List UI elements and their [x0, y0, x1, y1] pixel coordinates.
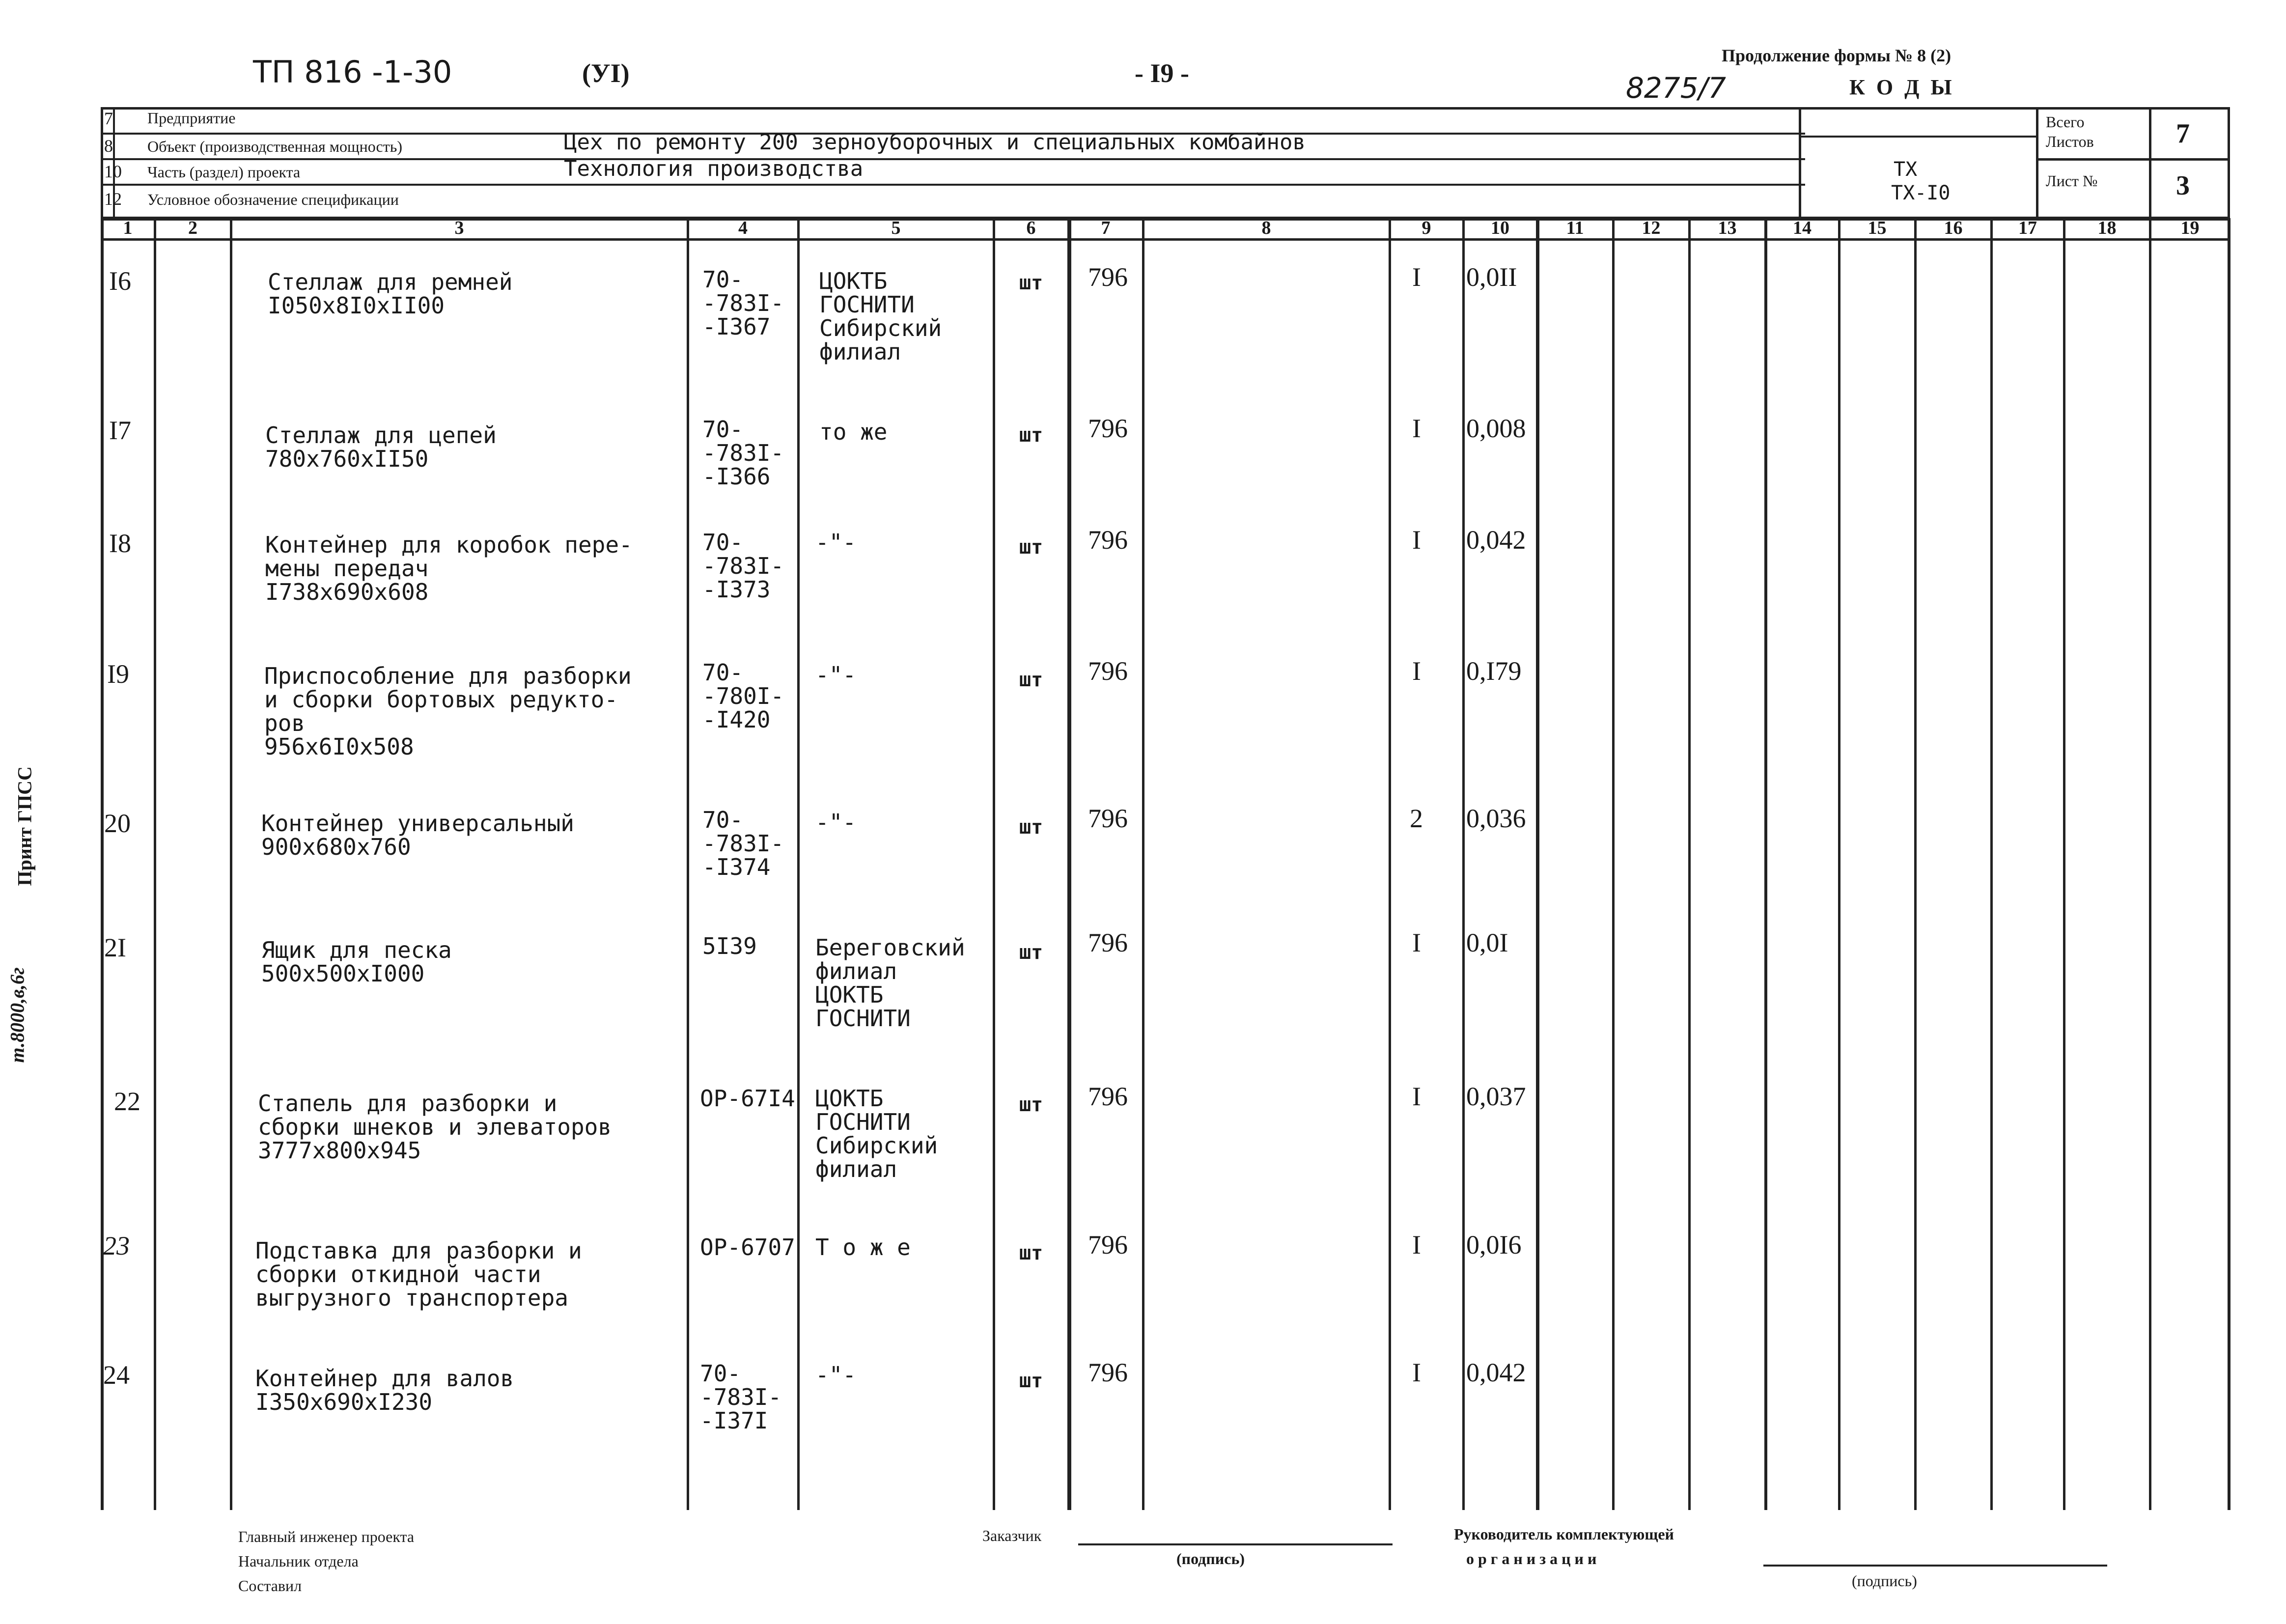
column-line-14 [1838, 218, 1840, 1510]
row-unit-code: 796 [1088, 1082, 1128, 1111]
row-supplier: -"- [815, 809, 857, 836]
volume-label: (УI) [582, 58, 630, 88]
row-unit: шт [1019, 424, 1043, 447]
row-mass: 0,0I [1466, 928, 1508, 957]
stamp-note: т.8000,в,6г [6, 967, 28, 1063]
row-supplier: -"- [815, 662, 857, 688]
row-name: Стеллаж для ремней I050x8I0xII00 [268, 269, 513, 319]
column-number-14: 14 [1793, 218, 1812, 238]
header-code-spec: ТХ-I0 [1891, 182, 1951, 204]
row-name: Стеллаж для цепей 780x760xII50 [265, 422, 497, 472]
row-name: Подставка для разборки и сборки откидной части выгрузного транспортера [255, 1237, 582, 1311]
footer-department-head: Начальник отдела [238, 1552, 359, 1570]
column-line-3 [687, 218, 689, 1510]
header-row-num-12: 12 [104, 189, 122, 209]
row-unit-code: 796 [1088, 262, 1128, 292]
column-number-2: 2 [188, 218, 197, 238]
row-designation: 5I39 [702, 933, 757, 959]
column-number-7: 7 [1101, 218, 1111, 238]
row-mass: 0,0II [1466, 262, 1517, 292]
column-line-16 [1990, 218, 1993, 1510]
row-unit: шт [1019, 1242, 1043, 1264]
head-signature-caption: (подпись) [1852, 1572, 1917, 1590]
sheet-number-label: Лист № [2046, 172, 2098, 190]
row-quantity: I [1412, 525, 1421, 555]
customer-signature-caption: (подпись) [1176, 1550, 1245, 1568]
doc-code: ТП 816 -1-30 [253, 54, 452, 90]
row-quantity: I [1412, 1230, 1421, 1260]
row-unit-code: 796 [1088, 928, 1128, 957]
row-position: I9 [107, 659, 129, 689]
row-designation: 70- -783I- -I373 [702, 529, 784, 603]
row-position: I6 [109, 266, 131, 296]
row-designation: 70- -783I- -I374 [702, 807, 784, 880]
row-designation: ОР-67I4 [700, 1085, 795, 1112]
row-unit-code: 796 [1088, 804, 1128, 833]
column-line-left [101, 218, 104, 1510]
row-quantity: 2 [1410, 804, 1423, 833]
column-line-1 [154, 218, 156, 1510]
archive-number: 8275/7 [1626, 71, 1727, 105]
header-row-label-8: Объект (производственная мощность) [147, 138, 402, 155]
row-unit: шт [1019, 941, 1043, 964]
row-quantity: I [1412, 1082, 1421, 1111]
sheet-number-value: 3 [2176, 170, 2190, 201]
row-mass: 0,037 [1466, 1082, 1526, 1111]
codes-label: К О Д Ы [1849, 75, 1955, 99]
column-number-16: 16 [1944, 218, 1963, 238]
header-row-value-8: Цех по ремонту 200 зерноуборочных и специальных комбайнов [564, 130, 1306, 155]
row-name: Контейнер универсальный 900x680x760 [261, 810, 574, 860]
header-row-label-10: Часть (раздел) проекта [147, 163, 301, 181]
column-number-18: 18 [2097, 218, 2117, 238]
column-line-15 [1914, 218, 1917, 1510]
row-designation: 70- -783I- -I37I [700, 1360, 782, 1434]
row-mass: 0,042 [1466, 525, 1526, 555]
header-row-num-8: 8 [104, 136, 113, 156]
column-number-13: 13 [1718, 218, 1737, 238]
row-quantity: I [1412, 928, 1421, 957]
row-mass: 0,042 [1466, 1358, 1526, 1387]
row-name: Контейнер для коробок пере- мены передач I738x690x608 [265, 532, 633, 605]
row-supplier: -"- [815, 1362, 857, 1388]
row-quantity: I [1412, 262, 1421, 292]
column-number-17: 17 [2018, 218, 2037, 238]
row-unit-code: 796 [1088, 414, 1128, 443]
column-line-18 [2149, 218, 2151, 1510]
customer-signature-line [1078, 1543, 1393, 1545]
print-note: Принт ГПСС [13, 766, 36, 886]
row-supplier: Береговский филиал ЦОКТБ ГОСНИТИ [815, 934, 965, 1032]
column-number-12: 12 [1642, 218, 1661, 238]
row-supplier: ЦОКТБ ГОСНИТИ Сибирский филиал [815, 1085, 938, 1182]
column-number-11: 11 [1566, 218, 1584, 238]
row-mass: 0,0I6 [1466, 1230, 1522, 1260]
column-line-4 [797, 218, 800, 1510]
column-number-1: 1 [123, 218, 133, 238]
row-unit: шт [1019, 536, 1043, 559]
total-sheets-label: Всего Листов [2046, 113, 2094, 150]
row-quantity: I [1412, 414, 1421, 443]
column-number-19: 19 [2180, 218, 2200, 238]
row-unit-code: 796 [1088, 1230, 1128, 1260]
header-total-divider [2036, 158, 2230, 161]
row-position: I7 [109, 416, 131, 445]
footer-compiled-by: Составил [238, 1577, 302, 1595]
header-row-label-7: Предприятие [147, 109, 236, 127]
row-unit: шт [1019, 1370, 1043, 1392]
row-name: Стапель для разборки и сборки шнеков и элеваторов 3777x800x945 [258, 1090, 612, 1164]
column-number-3: 3 [454, 218, 464, 238]
row-supplier: Т о ж е [815, 1234, 911, 1260]
row-position: 24 [103, 1360, 130, 1390]
row-quantity: I [1412, 656, 1421, 686]
row-unit: шт [1019, 272, 1043, 294]
row-mass: 0,008 [1466, 414, 1526, 443]
total-sheets-value: 7 [2176, 118, 2190, 149]
row-position: 20 [104, 809, 131, 838]
column-number-9: 9 [1422, 218, 1431, 238]
row-mass: 0,I79 [1466, 656, 1522, 686]
header-row-num-7: 7 [104, 109, 113, 128]
row-designation: 70- -783I- -I367 [702, 266, 784, 340]
row-unit-code: 796 [1088, 525, 1128, 555]
row-unit-code: 796 [1088, 656, 1128, 686]
column-number-8: 8 [1261, 218, 1271, 238]
footer-customer-label: Заказчик [982, 1527, 1042, 1544]
row-unit-code: 796 [1088, 1358, 1128, 1387]
row-name: Ящик для песка 500x500xI000 [261, 937, 452, 987]
row-position: 22 [114, 1087, 140, 1116]
header-row-label-12: Условное обозначение спецификации [147, 191, 399, 208]
column-line-7 [1142, 218, 1144, 1510]
form-continuation: Продолжение формы № 8 (2) [1722, 46, 1951, 65]
header-divider-total [2036, 107, 2038, 219]
header-row-num-10: 10 [104, 162, 122, 181]
page-number: - I9 - [1135, 58, 1189, 88]
column-number-6: 6 [1026, 218, 1036, 238]
footer-organization-label: о р г а н и з а ц и и [1466, 1550, 1597, 1568]
footer-head-label: Руководитель комплектующей [1454, 1525, 1674, 1543]
row-designation: 70- -783I- -I366 [702, 416, 784, 490]
column-line-9 [1462, 218, 1465, 1510]
column-line-right [2228, 218, 2230, 1510]
row-position: I8 [109, 529, 131, 558]
column-line-5 [993, 218, 995, 1510]
header-row-10 [101, 158, 1805, 186]
column-number-15: 15 [1868, 218, 1887, 238]
header-code-divider-1 [1799, 136, 2036, 138]
column-number-10: 10 [1491, 218, 1509, 238]
row-quantity: I [1412, 1358, 1421, 1387]
row-supplier: ЦОКТБ ГОСНИТИ Сибирский филиал [819, 268, 942, 365]
column-number-5: 5 [891, 218, 901, 238]
footer-chief-engineer: Главный инженер проекта [238, 1528, 415, 1545]
header-code-part: ТХ [1894, 158, 1918, 181]
column-line-2 [230, 218, 232, 1510]
row-position: 23 [103, 1231, 130, 1260]
row-designation: ОР-6707 [700, 1234, 795, 1260]
header-row-value-10: Технология производства [564, 156, 864, 181]
column-line-17 [2063, 218, 2065, 1510]
row-designation: 70- -780I- -I420 [702, 659, 784, 733]
row-name: Приспособление для разборки и сборки бортовых редукто- ров 956x6I0x508 [264, 663, 632, 760]
row-mass: 0,036 [1466, 804, 1526, 833]
column-line-13 [1764, 218, 1767, 1510]
column-line-8 [1389, 218, 1391, 1510]
head-signature-line [1763, 1565, 2107, 1567]
column-line-12 [1688, 218, 1691, 1510]
row-supplier: то же [819, 419, 888, 445]
row-unit: шт [1019, 816, 1043, 839]
header-divider-total-val [2149, 107, 2151, 219]
column-line-6 [1067, 218, 1071, 1510]
row-name: Контейнер для валов I350x690xI230 [255, 1365, 514, 1415]
row-unit: шт [1019, 669, 1043, 691]
row-unit: шт [1019, 1093, 1043, 1116]
row-position: 2I [104, 933, 126, 962]
row-supplier: -"- [815, 529, 857, 556]
column-number-4: 4 [738, 218, 748, 238]
column-line-11 [1612, 218, 1615, 1510]
column-line-10 [1536, 218, 1539, 1510]
